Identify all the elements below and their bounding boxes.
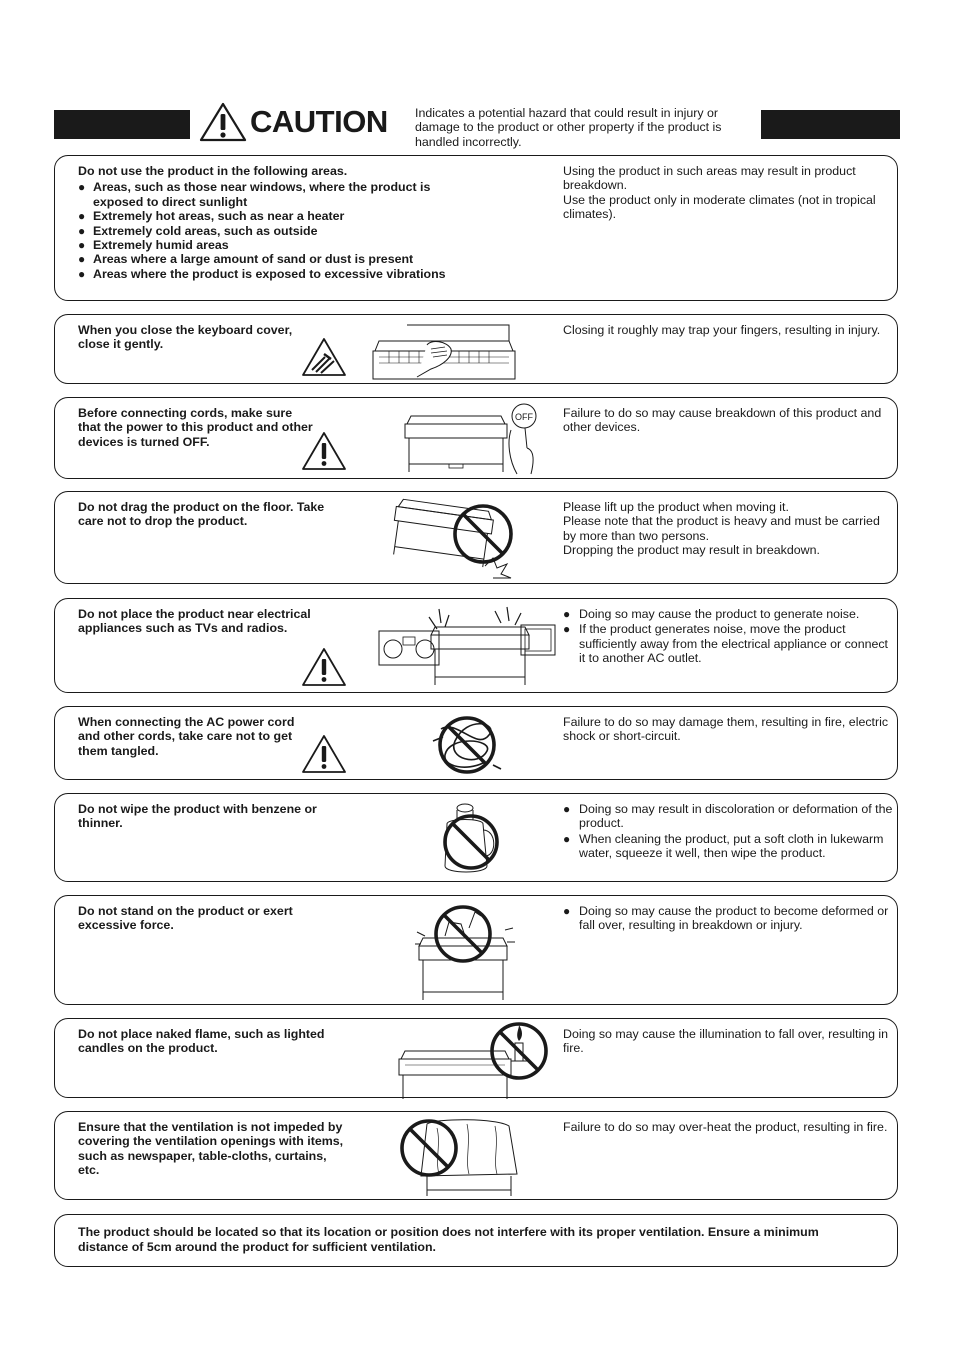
ventilation-note-box <box>54 1214 898 1267</box>
ventilation-note: The product should be located so that its location or position does not interfere with its proper ventilation. Ensure a minimum distance of 5cm around the product for sufficient ventilation. <box>78 1225 819 1254</box>
instruction-text: Do not drag the product on the floor. Take care not to drop the product. <box>78 500 325 529</box>
warning-triangle-icon <box>198 101 248 143</box>
caution-item-naked-flame <box>54 1018 898 1098</box>
caution-heading <box>198 100 388 144</box>
finger-pinch-warning-icon <box>301 337 347 377</box>
caution-title: CAUTION <box>250 104 388 139</box>
consequence-text: Doing so may cause the illumination to fall over, resulting in fire. <box>563 1027 889 1056</box>
consequence-text: Failure to do so may damage them, resulting in fire, electric shock or short-circuit. <box>563 715 889 744</box>
instruction-text: Ensure that the ventilation is not impeded by covering the ventilation openings with items, such as newspaper, table-cloths, curtains, etc. <box>78 1120 344 1178</box>
piano-power-switch-illustration <box>401 402 541 476</box>
instruction-text: Do not place naked flame, such as lighted candles on the product. <box>78 1027 325 1056</box>
caution-item-standing <box>54 895 898 1005</box>
instruction-text: Do not stand on the product or exert excessive force. <box>78 904 293 933</box>
instruction-text: Do not wipe the product with benzene or thinner. <box>78 802 317 831</box>
caution-item-areas <box>54 155 898 301</box>
instruction-text: Do not place the product near electrical appliances such as TVs and radios. <box>78 607 311 636</box>
caution-item-keyboard-cover <box>54 314 898 384</box>
consequence-text <box>563 904 893 934</box>
list-item: ● Doing so may cause the product to become deformed or fall over, resulting in breakdown or injury. <box>563 904 893 933</box>
consequence-text: Closing it roughly may trap your fingers, resulting in injury. <box>563 323 881 337</box>
standing-on-piano-prohibited-illustration <box>415 902 515 1004</box>
consequence-text: Please lift up the product when moving it. Please note that the product is heavy and must be carried by more than two persons. Dropping the product may result in breakdown. <box>563 500 880 558</box>
list-item: ● Extremely humid areas <box>78 238 478 252</box>
covered-piano-prohibited-illustration <box>397 1114 527 1198</box>
caution-item-drag-drop <box>54 491 898 584</box>
instruction-text: Do not use the product in the following areas. ● Areas, such as those near windows, where the product is exposed to direct sunlight ● Extremely hot areas, such as near a heater ● Extremely cold areas, such as outside ● Extremely humid areas ● Areas where a large amount of sand or dust is present ● Areas where the product is exposed to excessive vibrations <box>78 164 478 281</box>
list-item: ● Doing so may result in discoloration or deformation of the product. <box>563 802 895 831</box>
instruction-text: Before connecting cords, make sure that the power to this product and other devices is turned OFF. <box>78 406 313 449</box>
list-item: ● Areas where a large amount of sand or dust is present <box>78 252 478 266</box>
piano-near-tv-radio-illustration <box>375 601 559 689</box>
consequence-text <box>563 607 893 667</box>
list-item: ● When cleaning the product, put a soft cloth in lukewarm water, squeeze it well, then wipe the product. <box>563 832 895 861</box>
list-item: ● Extremely hot areas, such as near a heater <box>78 209 478 223</box>
consequence-text: Failure to do so may over-heat the product, resulting in fire. <box>563 1120 888 1134</box>
consequence-text: Failure to do so may cause breakdown of this product and other devices. <box>563 406 882 435</box>
warning-triangle-icon <box>301 647 347 687</box>
list-item: ● Areas, such as those near windows, where the product is exposed to direct sunlight <box>78 180 478 209</box>
list-item: ● Extremely cold areas, such as outside <box>78 224 478 238</box>
warning-triangle-icon <box>301 734 347 774</box>
warning-triangle-icon <box>301 431 347 471</box>
consequence-text: Using the product in such areas may result in product breakdown. Use the product only in moderate climates (not in tropical climates). <box>563 164 876 222</box>
list-item: ● If the product generates noise, move the product sufficiently away from the electrical appliance or connect it to another AC outlet. <box>563 622 893 665</box>
consequence-text <box>563 802 895 862</box>
caution-item-tangled-cords <box>54 706 898 780</box>
instruction-text: When connecting the AC power cord and other cords, take care not to get them tangled. <box>78 715 295 758</box>
caution-item-power-off <box>54 397 898 479</box>
tangled-cords-prohibited-illustration <box>427 711 507 777</box>
caution-item-ventilation <box>54 1111 898 1200</box>
list-item: ● Doing so may cause the product to generate noise. <box>563 607 893 621</box>
candle-on-piano-prohibited-illustration <box>395 1021 555 1099</box>
benzene-can-prohibited-illustration <box>439 800 509 878</box>
dropping-piano-prohibited-illustration <box>389 494 529 582</box>
caution-item-benzene <box>54 793 898 882</box>
piano-keyboard-cover-illustration <box>369 321 519 381</box>
header-bar-right <box>761 110 900 139</box>
off-switch-label: OFF <box>515 412 533 422</box>
caution-description: Indicates a potential hazard that could result in injury or damage to the product or other property if the product is handled incorrectly. <box>415 106 722 149</box>
area-list <box>78 180 478 281</box>
list-item: ● Areas where the product is exposed to excessive vibrations <box>78 267 478 281</box>
header-bar-left <box>54 110 190 139</box>
caution-item-electrical-appliances <box>54 598 898 693</box>
instruction-text: When you close the keyboard cover, close it gently. <box>78 323 293 352</box>
